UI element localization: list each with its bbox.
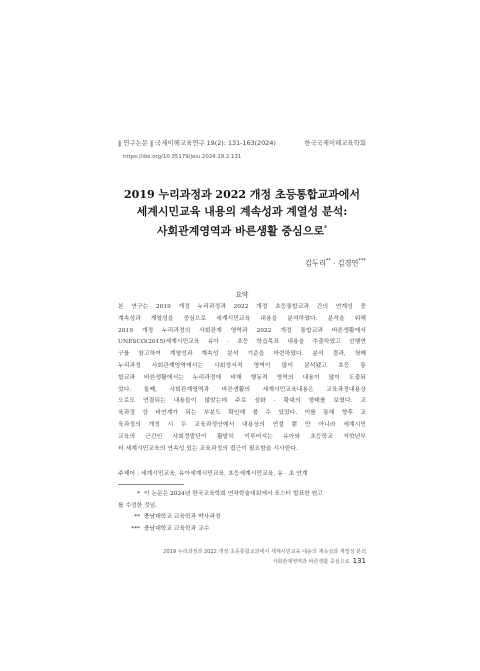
title-line-1: 2019 누리과정과 2022 개정 초등통합교과에서 [124,188,360,201]
author-separator: · [330,258,338,268]
footnote-1-text: 이 논문은 2024년 한국교육학회 연차학술대회에서 포스터 발표한 원고 [144,491,323,497]
author-2-mark: *** [358,258,366,264]
abstract-line: 본 연구는 2019 개정 누리과정과 2022 개정 초등통합교과 간의 연계성 중 [118,304,366,310]
page-number: 131 [352,557,366,565]
footnote-2-text: 충남대학교 교육학과 박사과정 [144,514,221,520]
abstract-line: 구를 참고하여 계열성과 계속성 분석 기준을 마련하였다. 분석 결과, 첫째 [118,351,366,358]
footnote-1-mark: * [137,491,140,497]
footnote-2 [118,512,366,524]
footnote-2-mark: ** [134,514,140,520]
author-2: 김경연 [337,258,359,268]
abstract-line: 계속성과 계열성을 중심으로 세계시민교육 내용을 분석하였다. 분석을 위해 [118,315,366,322]
title-line-3 [118,220,366,240]
journal-header [118,138,366,147]
footnote-3-mark: *** [131,525,140,532]
title-line-3-text: 사회관계영역과 바른생활 중심으로 [156,224,324,238]
running-footer [163,548,366,567]
running-title-line-2 [163,557,366,567]
abstract-heading: 요약 [235,291,249,299]
doi-link[interactable]: https://doi.org/10.35179/jeiu.2024.19.2.131 [123,154,242,160]
title-footnote-mark: * [323,225,328,232]
abstract-line: 누리과정 사회관계영역에서는 사회정서적 영역이 많이 분석됐고 초등 통 [118,362,366,369]
footnote-1-continuation: 를 수정한 것임. [118,502,158,509]
footnote-3 [118,524,366,536]
footnote-1 [118,489,366,501]
journal-citation: ‖ 연구논문 ‖ 국제이해교육연구 19(2): 131-163(2024) [118,139,276,147]
author-1: 김두리 [304,258,326,268]
society-name: 한국국제이해교육학회 [304,139,366,147]
abstract-line: 육과정의 개정 시 두 교육과정안에서 내용상의 연결 뿐 만 아니라 세계시민 [118,421,366,428]
title-line-2: 세계시민교육 내용의 계속성과 계열성 분석: [136,205,348,218]
author-1-mark: ** [325,258,331,264]
paper-title [118,186,366,240]
footnote-3-text: 충남대학교 교육학과 교수 [144,525,210,532]
footnotes [118,489,366,535]
abstract-line: UNESCO(2015)세계시민교육 유아 · 초등 학습목표 내용을 추출하였고 선행연 [118,339,366,346]
footnote-divider [118,484,184,485]
running-title-line-1: 2019 누리과정과 2022 개정 초등통합교과에서 세계시민교육 내용의 계속성과 계열성 분석 [163,549,366,555]
running-title-line-2-text: 사회관계영역과 바른생활 중심으로 [272,559,350,565]
abstract-line: 2019 개정 누리과정의 사회관계 영역과 2022 개정 통합교과 바른생활에서 [118,327,366,334]
author-list [305,258,366,268]
abstract-line: 교육의 근간인 사회정발단이 활발히 이루어지는 유아와 초등학교 저학년부 [118,433,366,440]
abstract-line: 터 세계시민교육의 연속성 있는 교육과정의 접근이 필요함을 시사한다. [118,445,298,452]
abstract-body [118,302,366,455]
keywords: 주제어 : 세계시민교육, 유아세계시민교육, 초등세계시민교육, 유 · 초 연계 [118,471,308,477]
abstract-line: 육과정 상 비연계가 되는 부분도 확인해 볼 수 있었다. 이를 통해 향후 교 [118,410,366,417]
abstract-line: 으로도 연결되는 내용들이 많았는데 주로 심화 · 확대의 형태를 보였다. 교 [118,398,366,405]
abstract-line: 었다. 둘째, 사회관계영역과 바른생활의 세계시민교육내용은 교육과정내용상 [118,386,366,393]
abstract-line: 합교과 바른생활에서는 누리과정에 비해 행동적 영역의 내용이 많이 도출되 [118,374,366,381]
